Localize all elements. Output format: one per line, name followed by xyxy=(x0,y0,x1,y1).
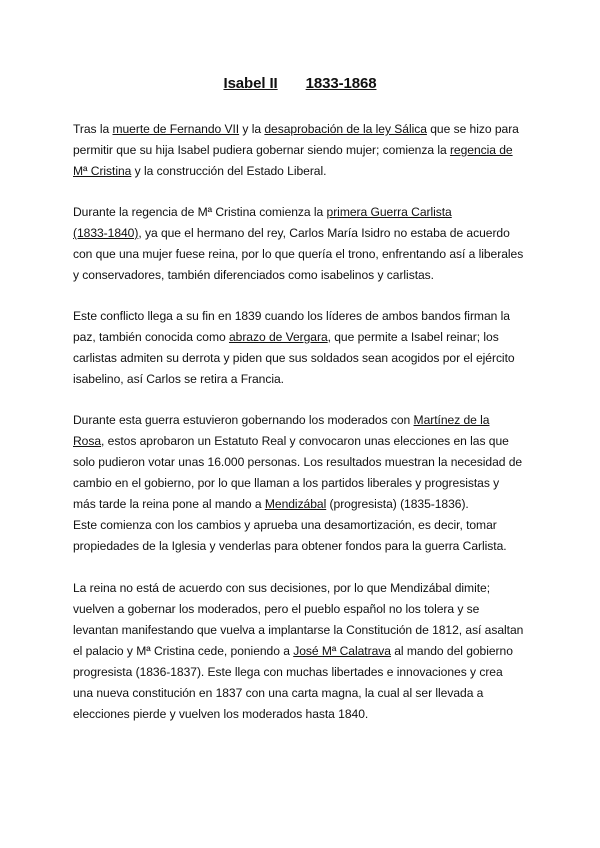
text-line xyxy=(73,641,533,662)
paragraph-5 xyxy=(73,578,533,725)
text-segment: y la construcción del Estado Liberal. xyxy=(131,164,327,178)
text-segment: vuelven a gobernar los moderados, pero el pueblo español no los tolera y se xyxy=(73,602,480,616)
text-line xyxy=(73,494,533,515)
paragraph-4 xyxy=(73,410,533,557)
text-line xyxy=(73,620,533,641)
underlined-term: primera Guerra Carlista xyxy=(326,205,452,219)
text-segment: La reina no está de acuerdo con sus decisiones, por lo que Mendizábal dimite; xyxy=(73,581,491,595)
text-segment: isabelino, así Carlos se retira a Francia. xyxy=(73,372,284,386)
title-text: Isabel II xyxy=(223,75,278,92)
text-segment: Este conflicto llega a su fin en 1839 cuando los líderes de ambos bandos firman la xyxy=(73,309,510,323)
underlined-term: regencia de xyxy=(449,143,513,157)
text-line xyxy=(73,348,533,369)
text-line xyxy=(73,452,533,473)
text-segment: , que permite a Isabel reinar; los xyxy=(327,330,499,344)
text-segment: cambio en el gobierno, por lo que llaman a los partidos liberales y progresistas y xyxy=(73,476,500,490)
text-line xyxy=(73,599,533,620)
text-line xyxy=(73,683,533,704)
underlined-term: José Mª Calatrava xyxy=(293,644,391,658)
text-segment: propiedades de la Iglesia y venderlas para obtener fondos para la guerra Carlista. xyxy=(73,539,507,553)
text-segment: y la xyxy=(239,122,265,136)
text-line xyxy=(73,202,533,223)
text-segment: (progresista) (1835-1836). xyxy=(326,497,469,511)
page-title xyxy=(0,75,600,93)
text-segment: Durante la regencia de Mª Cristina comienza la xyxy=(73,205,327,219)
text-line xyxy=(73,431,533,452)
text-segment: Tras la xyxy=(73,122,113,136)
text-segment: levantan manifestando que vuelva a implantarse la Constitución de 1812, así asaltan xyxy=(73,623,524,637)
underlined-term: (1833-1840) xyxy=(73,226,139,240)
text-segment: Durante esta guerra estuvieron gobernando los moderados con xyxy=(73,413,414,427)
text-line xyxy=(73,578,533,599)
text-segment: más tarde la reina pone al mando a xyxy=(73,497,265,511)
underlined-term: abrazo de Vergara xyxy=(228,330,328,344)
text-segment: Este comienza con los cambios y aprueba una desamortización, es decir, tomar xyxy=(73,518,497,532)
text-segment: elecciones pierde y vuelven los moderados hasta 1840. xyxy=(73,707,369,721)
text-segment: el palacio y Mª Cristina cede, poniendo a xyxy=(73,644,294,658)
text-line xyxy=(73,473,533,494)
text-line xyxy=(73,536,533,557)
underlined-term: desaprobación de la ley Sálica xyxy=(264,122,427,136)
text-segment: con que una mujer fuese reina, por lo que quería el trono, enfrentando así a liberales xyxy=(73,247,524,261)
text-line xyxy=(73,140,533,161)
text-segment: , estos aprobaron un Estatuto Real y convocaron unas elecciones en las que xyxy=(101,434,509,448)
underlined-term: Martínez de la xyxy=(413,413,490,427)
text-line xyxy=(73,244,533,265)
text-line xyxy=(73,369,533,390)
text-line xyxy=(73,119,533,140)
underlined-term: Mendizábal xyxy=(264,497,327,511)
text-line xyxy=(73,306,533,327)
underlined-term: muerte de Fernando VII xyxy=(112,122,240,136)
text-segment: y conservadores, también diferenciados como isabelinos y carlistas. xyxy=(73,268,434,282)
text-line xyxy=(73,327,533,348)
text-segment: , ya que el hermano del rey, Carlos María Isidro no estaba de acuerdo xyxy=(138,226,510,240)
title-years: 1833-1868 xyxy=(305,75,377,92)
text-segment: que se hizo para xyxy=(426,122,519,136)
paragraph-3 xyxy=(73,306,533,390)
underlined-term: Rosa xyxy=(73,434,102,448)
text-segment: solo pudieron votar unas 16.000 personas. Los resultados muestran la necesidad de xyxy=(73,455,523,469)
text-segment: permitir que su hija Isabel pudiera gobernar siendo mujer; comienza la xyxy=(73,143,450,157)
text-line xyxy=(73,515,533,536)
text-segment: al mando del gobierno xyxy=(390,644,513,658)
text-line xyxy=(73,161,533,182)
text-segment: paz, también conocida como xyxy=(73,330,229,344)
text-segment: una nueva constitución en 1837 con una carta magna, la cual al ser llevada a xyxy=(73,686,484,700)
paragraph-1 xyxy=(73,119,533,182)
text-segment: carlistas admiten su derrota y piden que sus soldados sean acogidos por el ejército xyxy=(73,351,515,365)
text-line xyxy=(73,704,533,725)
text-segment: progresista (1836-1837). Este llega con muchas libertades e innovaciones y crea xyxy=(73,665,503,679)
text-line xyxy=(73,410,533,431)
text-line xyxy=(73,223,533,244)
text-line xyxy=(73,662,533,683)
paragraph-2 xyxy=(73,202,533,286)
text-line xyxy=(73,265,533,286)
underlined-term: Mª Cristina xyxy=(73,164,132,178)
